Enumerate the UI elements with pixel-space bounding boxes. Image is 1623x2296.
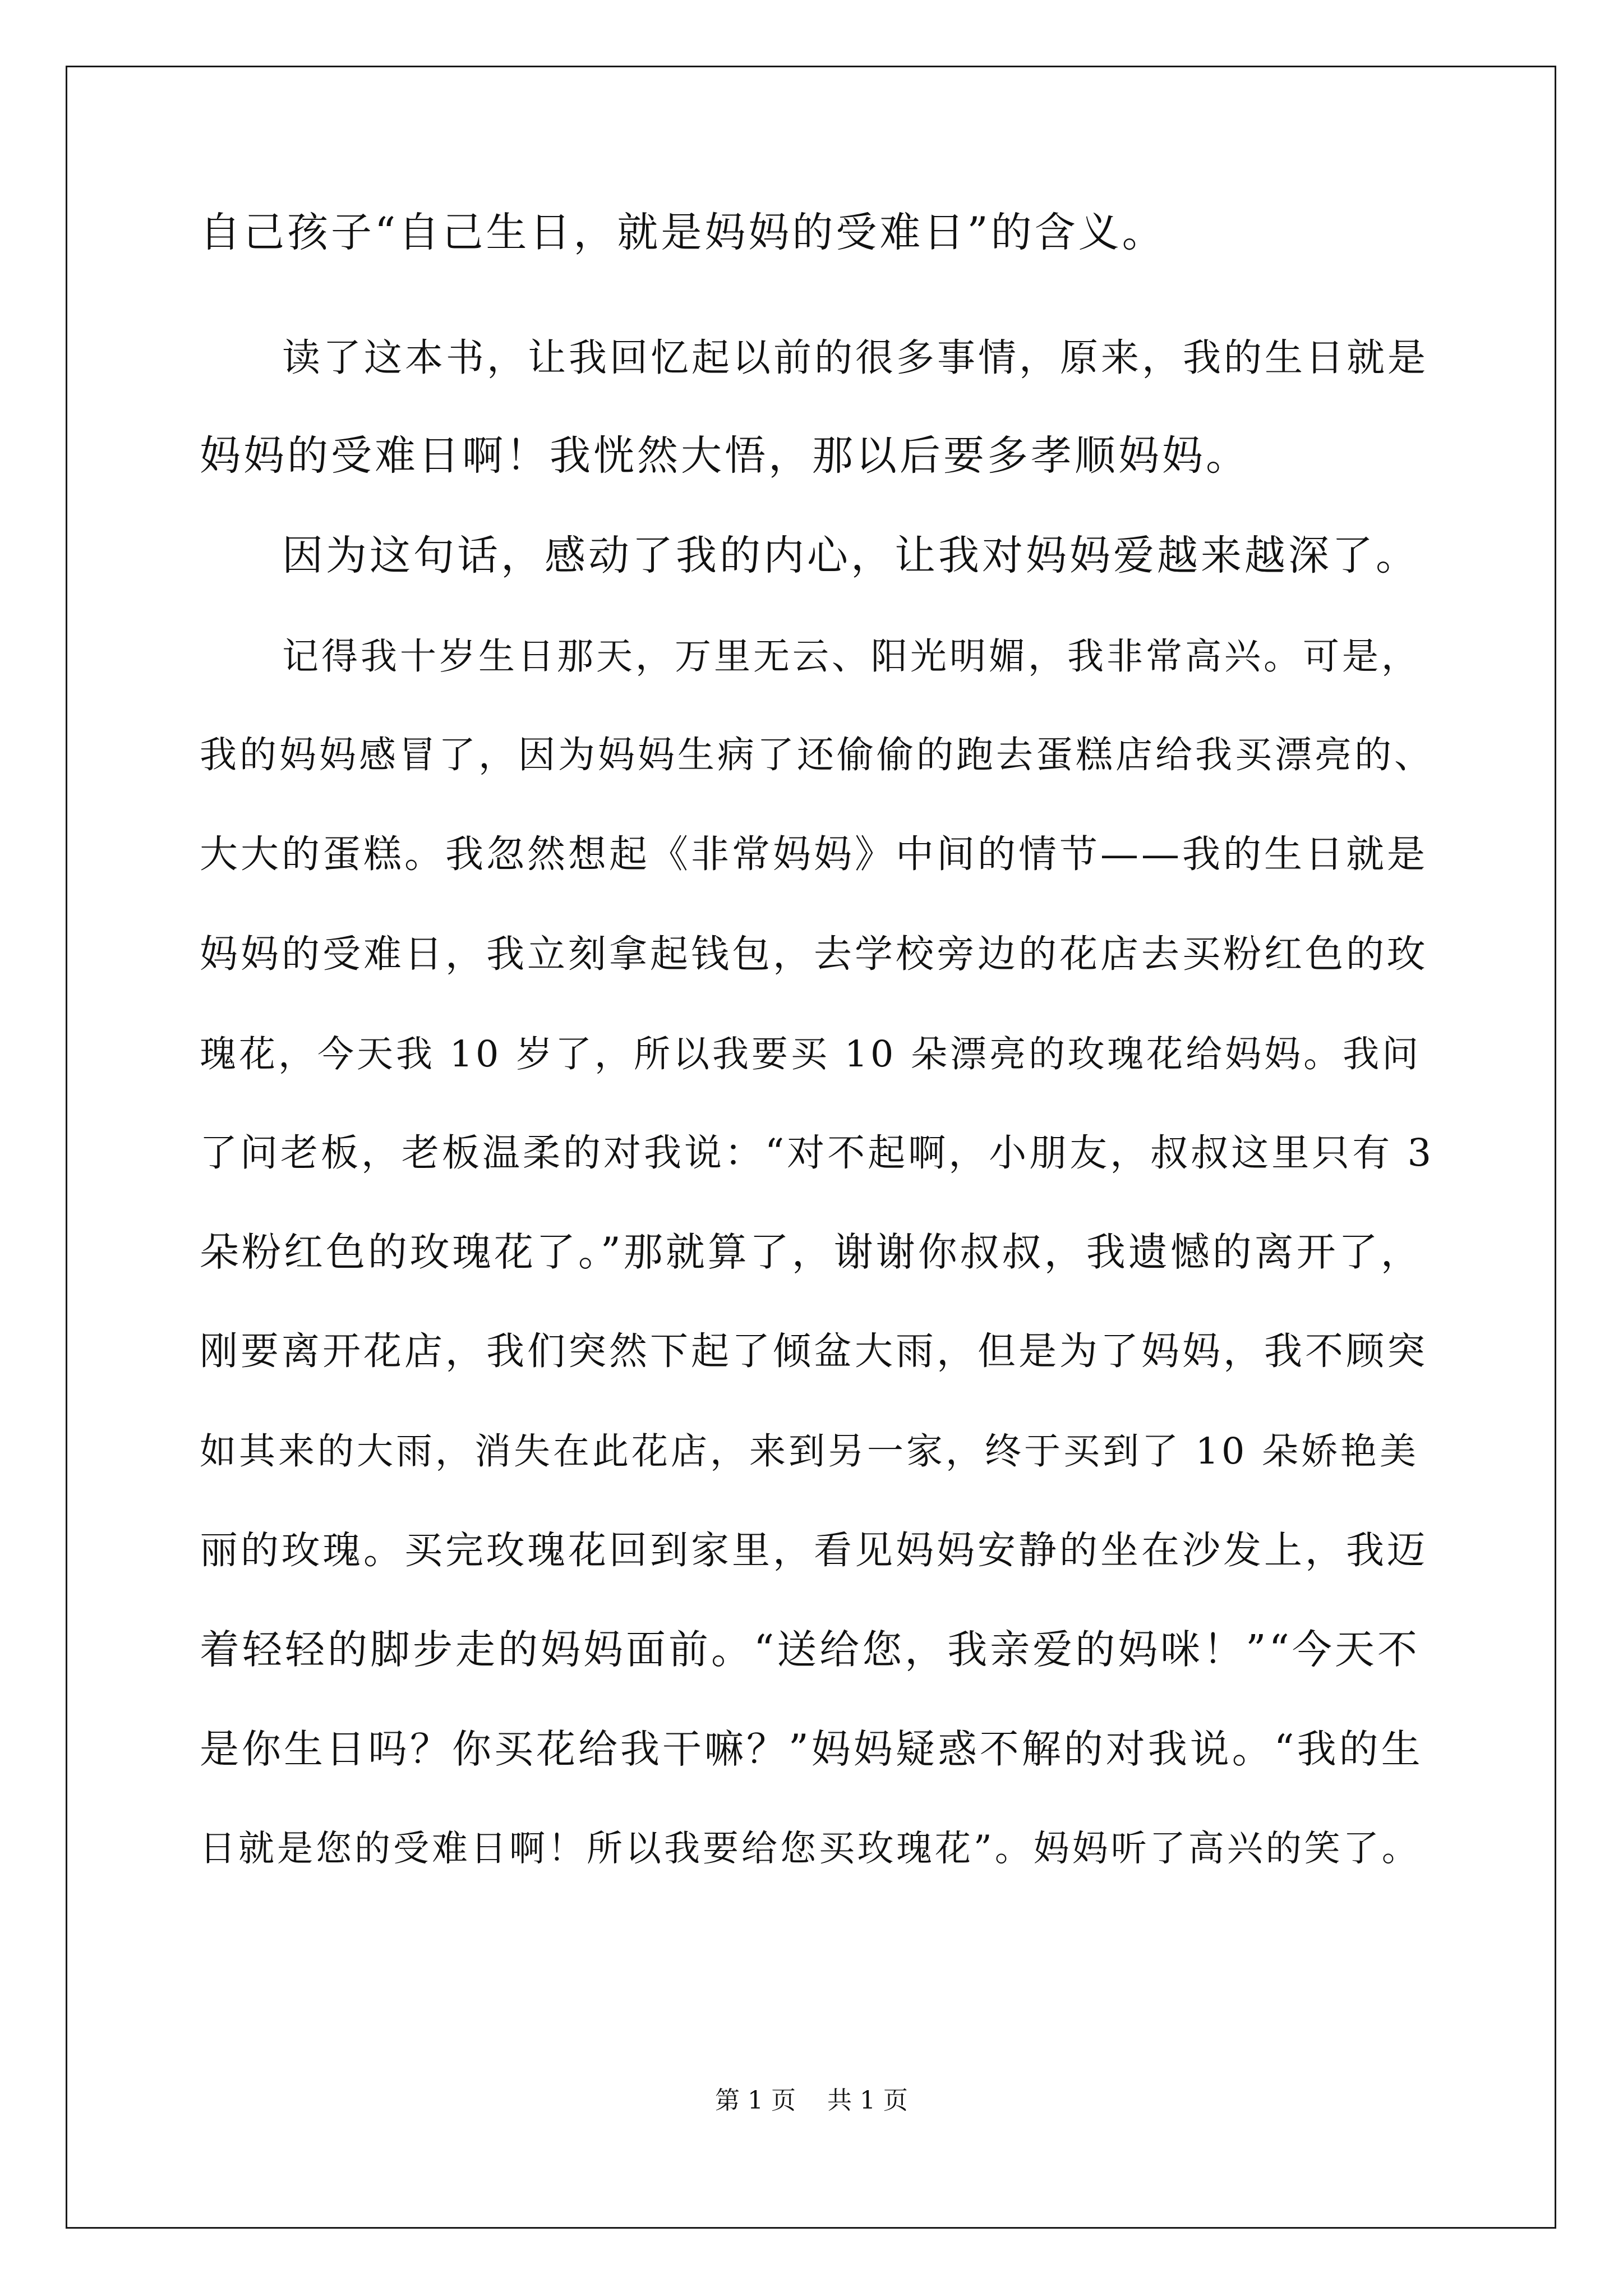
paragraph-4-line-2: 我的妈妈感冒了，因为妈妈生病了还偷偷的跑去蛋糕店给我买漂亮的、 (200, 733, 1434, 776)
paragraph-4-line-4: 妈妈的受难日，我立刻拿起钱包，去学校旁边的花店去买粉红色的玫 (200, 932, 1428, 977)
paragraph-3-line-1: 因为这句话，感动了我的内心，让我对妈妈爱越来越深了。 (282, 532, 1419, 579)
paragraph-4-line-9: 如其来的大雨，消失在此花店，来到另一家，终于买到了 10 朵娇艳美 (200, 1430, 1419, 1473)
paragraph-4-line-7: 朵粉红色的玫瑰花了。”那就算了，谢谢你叔叔，我遗憾的离开了， (200, 1229, 1423, 1275)
paragraph-4-line-12: 是你生日吗？你买花给我干嘛？”妈妈疑惑不解的对我说。“我的生 (200, 1726, 1423, 1772)
paragraph-4-line-5: 瑰花，今天我 10 岁了，所以我要买 10 朵漂亮的玫瑰花给妈妈。我问 (200, 1033, 1422, 1075)
paragraph-4-line-1: 记得我十岁生日那天，万里无云、阳光明媚，我非常高兴。可是， (282, 636, 1421, 678)
paragraph-2-line-2: 妈妈的受难日啊！我恍然大悟，那以后要多孝顺妈妈。 (200, 432, 1249, 480)
paragraph-4-line-13: 日就是您的受难日啊！所以我要给您买玫瑰花”。妈妈听了高兴的笑了。 (200, 1828, 1421, 1870)
paragraph-4-line-10: 丽的玫瑰。买完玫瑰花回到家里，看见妈妈安静的坐在沙发上，我迈 (200, 1529, 1428, 1573)
paragraph-1-line-1: 自己孩子“自己生日，就是妈妈的受难日”的含义。 (200, 209, 1166, 256)
paragraph-4-line-11: 着轻轻的脚步走的妈妈面前。“送给您，我亲爱的妈咪！”“今天不 (200, 1626, 1420, 1673)
paragraph-2-line-1: 读了这本书，让我回忆起以前的很多事情，原来，我的生日就是 (282, 336, 1429, 380)
page-number-footer: 第 1 页 共 1 页 (715, 2086, 908, 2115)
paragraph-4-line-8: 刚要离开花店，我们突然下起了倾盆大雨，但是为了妈妈，我不顾突 (200, 1329, 1428, 1374)
paragraph-4-line-6: 了问老板，老板温柔的对我说：“对不起啊，小朋友，叔叔这里只有 3 (200, 1131, 1435, 1175)
paragraph-4-line-3: 大大的蛋糕。我忽然想起《非常妈妈》中间的情节——我的生日就是 (200, 832, 1428, 877)
